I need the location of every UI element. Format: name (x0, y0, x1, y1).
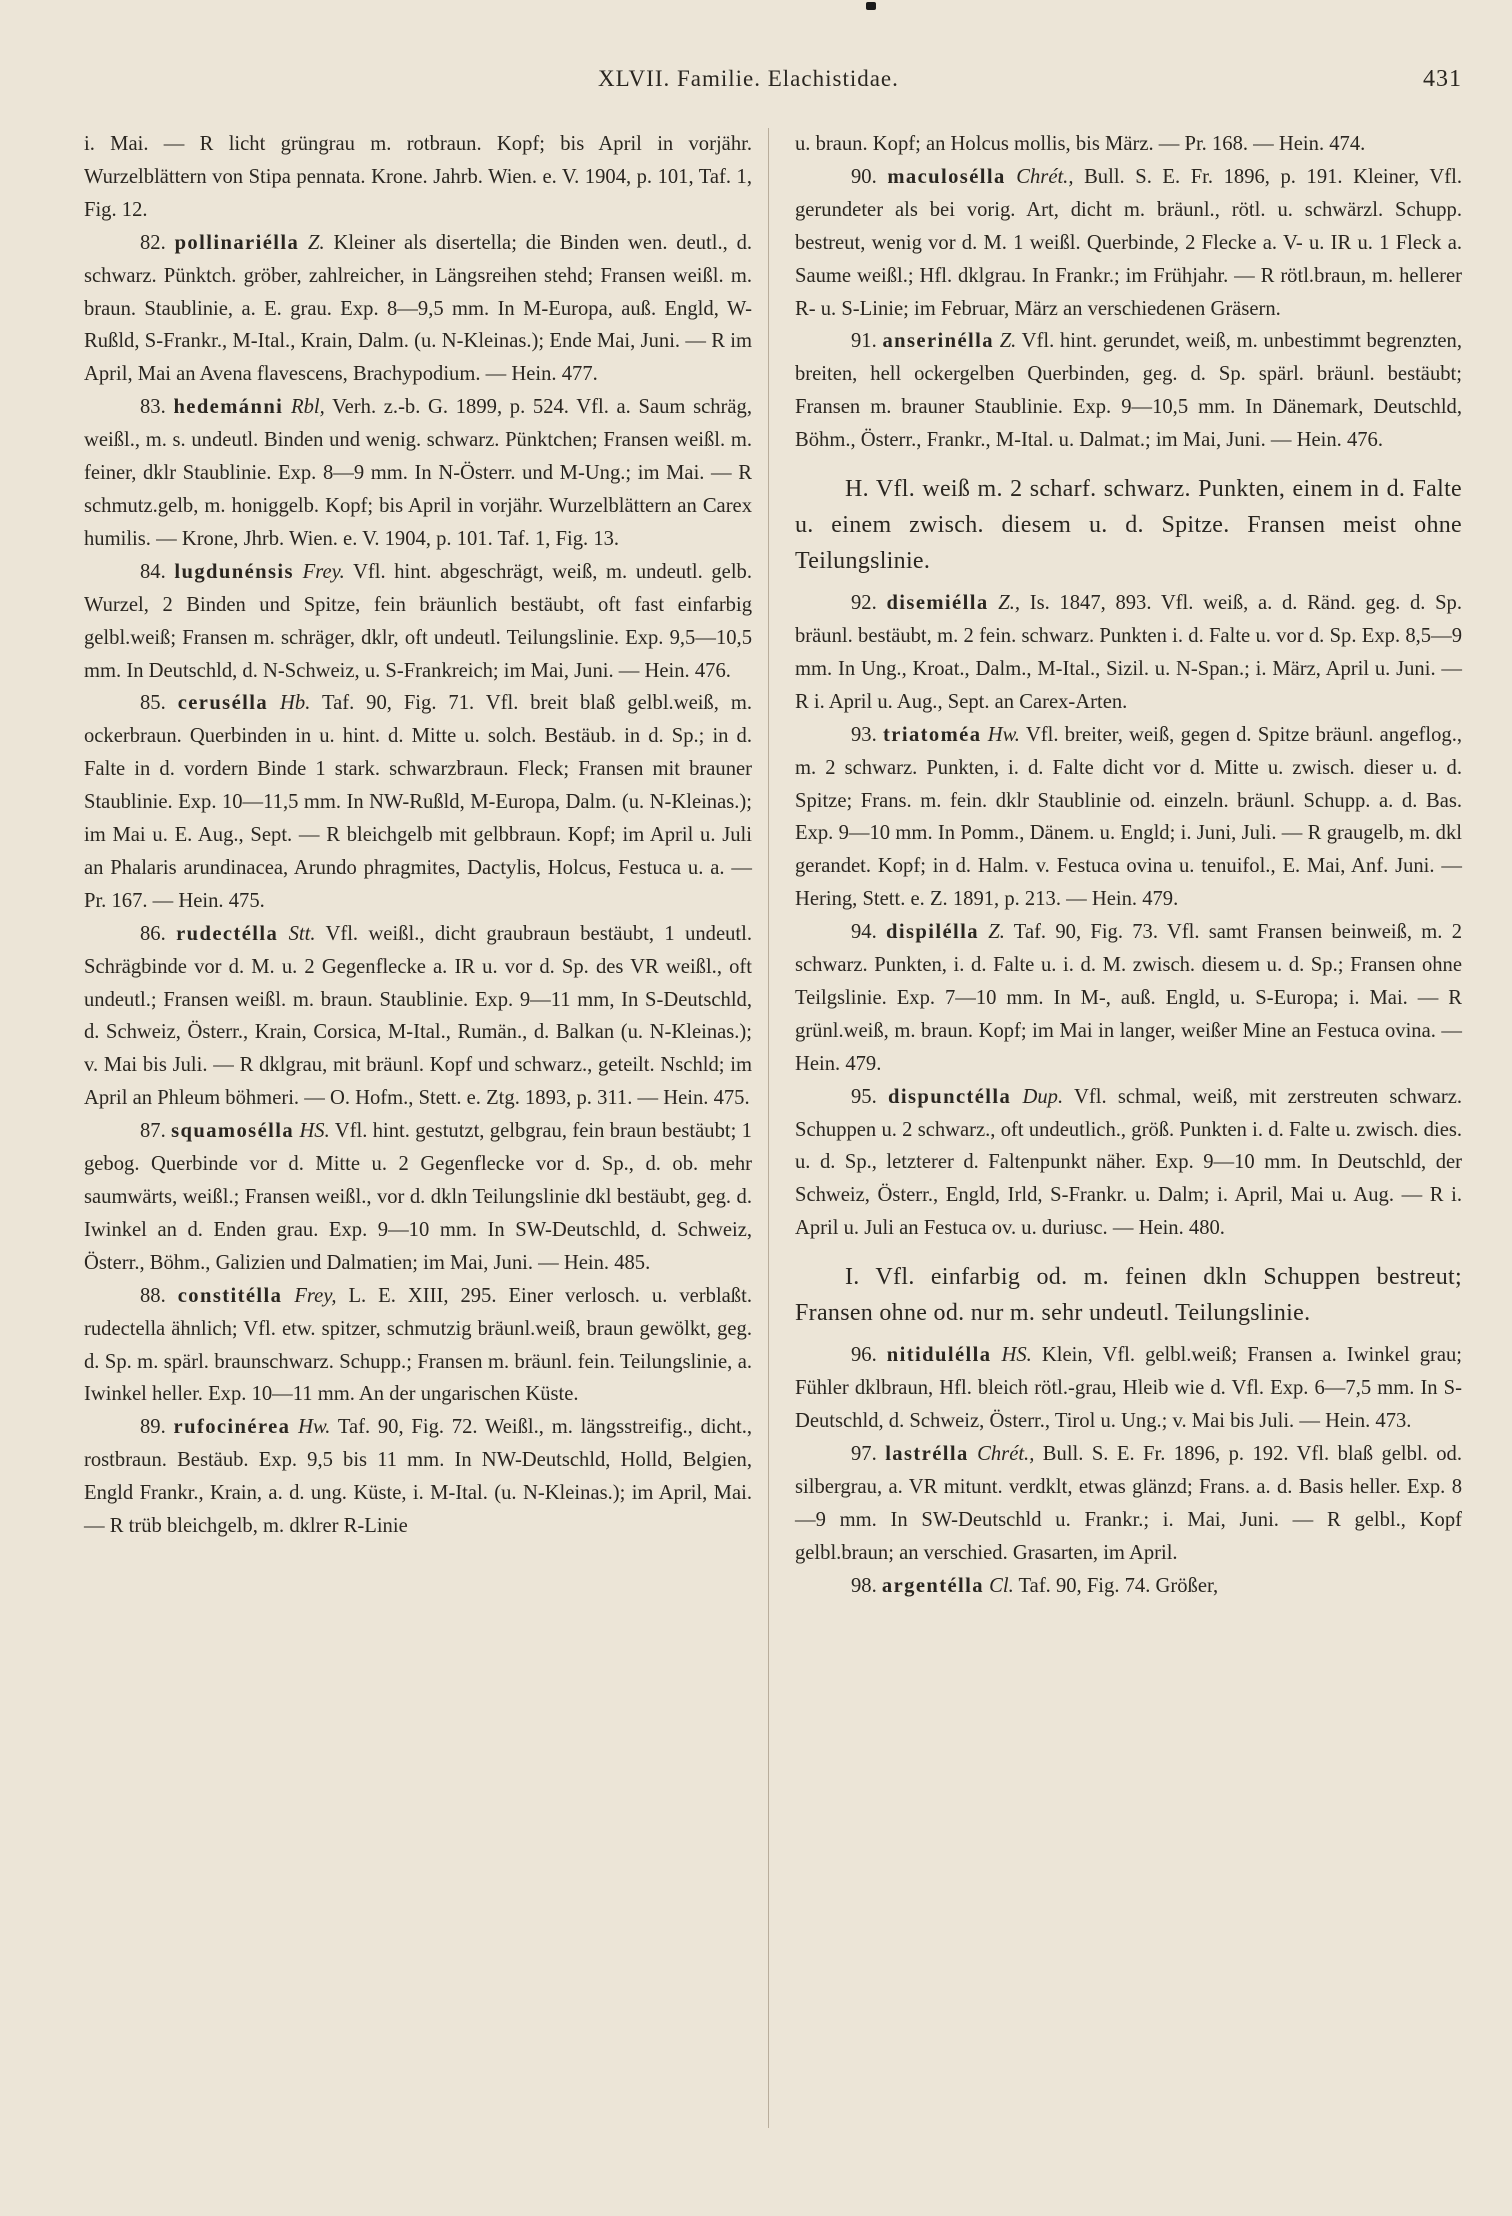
entry-92 (795, 587, 1462, 719)
right-column (795, 128, 1462, 1602)
species-name: squamosélla (171, 1120, 295, 1143)
species-name: dispilélla (886, 921, 979, 944)
entry-text: Verh. z.-b. G. 1899, p. 524. Vfl. a. Saum schräg, weißl., m. s. undeutl. Binden und wenig. schwarz. Pünktchen; Fransen weißl. m. feiner, dklr Staublinie. Exp. 8—9 mm. In N-Österr. und M-Ung.; im Mai. — R schmutz.gelb, m. honiggelb. Kopf; bis April in vorjähr. Wurzelblättern an Carex humilis. — Krone, Jhrb. Wien. e. V. 1904, p. 101. Taf. 1, Fig. 13. (84, 396, 752, 550)
entry-88 (84, 1280, 752, 1412)
species-name: anserinélla (882, 330, 994, 353)
entry-96 (795, 1339, 1462, 1438)
species-name: triatoméa (883, 723, 982, 746)
entry-98 (795, 1570, 1462, 1603)
entry-text: Vfl. hint. gestutzt, gelbgrau, fein braun bestäubt; 1 gebog. Querbinde vor d. Mitte u. 2 Gegenflecke vor d. Sp., d. ob. mehr saumwärts, weißl.; Fransen weißl., vor d. dkln Teilungslinie dkl bestäubt, geg. d. Iwinkel an d. Enden grau. Exp. 9—10 mm. In SW-Deutschld, d. Schweiz, Österr., Böhm., Galizien und Dalmatien; im Mai, Juni. — Hein. 485. (84, 1120, 752, 1274)
species-name: dispunctélla (888, 1085, 1012, 1108)
entry-number: 88. (140, 1284, 166, 1307)
author: Z. (999, 330, 1017, 353)
species-name: rudectélla (176, 922, 279, 945)
species-name: nitidulélla (886, 1344, 992, 1367)
entry-91 (795, 325, 1462, 457)
species-name: cerusélla (177, 692, 269, 715)
species-name: pollinariélla (174, 231, 300, 254)
entry-text: Bull. S. E. Fr. 1896, p. 191. Kleiner, Vfl. gerundeter als bei vorig. Art, dicht m. bräunl., rötl. u. schwärzl. Schupp. bestreut, wenig vor d. M. 1 weißl. Querbinde, 2 Flecke a. V- u. IR u. 1 Fleck a. Saume weißl.; Hfl. dklgrau. In Frankr.; im Frühjahr. — R rötl.braun, m. hellerer R- u. S-Linie; im Februar, März an verschiedenen Gräsern. (795, 165, 1463, 320)
entry-text: Taf. 90, Fig. 72. Weißl., m. längsstreifig., dicht., rostbraun. Bestäub. Exp. 9,5 bis 11 mm. In NW-Deutschld, Holld, Belgien, Engld Frankr., Krain, a. d. ung. Küste, i. M-Ital. (u. N-Kleinas.); im April, Mai. — R trüb bleichgelb, m. dklrer R-Linie (84, 1416, 753, 1538)
entry-89-continuation: u. braun. Kopf; an Holcus mollis, bis März. — Pr. 168. — Hein. 474. (795, 133, 1366, 155)
entry-81-continuation: i. Mai. — R licht grüngrau m. rotbraun. Kopf; bis April in vorjähr. Wurzelblättern von Stipa pennata. Krone. Jahrb. Wien. e. V. 1904, p. 101, Taf. 1, Fig. 12. (84, 133, 752, 221)
species-name: lastrélla (885, 1442, 969, 1465)
author: Dup. (1022, 1085, 1064, 1108)
entry-number: 98. (851, 1574, 877, 1597)
author: HS. (1001, 1344, 1032, 1367)
entry-text: Vfl. hint. gerundet, weiß, m. unbestimmt begrenzten, breiten, hell ockergelben Querbinden, geg. d. Sp. spärl. bräunl. bestäubt; Fransen m. brauner Staublinie. Exp. 9—10,5 mm. In Dänemark, Deutschld, Böhm., Österr., Frankr., M-Ital. u. Dalmat.; im Mai, Juni. — Hein. 476. (795, 330, 1462, 452)
entry-number: 92. (851, 592, 877, 615)
species-name: hedemánni (173, 396, 284, 419)
entry-number: 96. (851, 1344, 877, 1367)
entry-number: 93. (851, 723, 877, 746)
author: Chrét., (1016, 165, 1074, 188)
species-name: constitélla (177, 1284, 283, 1307)
author: Stt. (288, 922, 316, 945)
entry-90 (795, 161, 1462, 326)
entry-text: Klein, Vfl. gelbl.weiß; Fransen a. Iwinkel grau; Fühler dklbraun, Hfl. bleich rötl.-grau, Hleib wie d. Vfl. Exp. 6—7,5 mm. In S-Deutschld, d. Schweiz, Österr., Tirol u. Ung.; v. Mai bis Juli. — Hein. 473. (795, 1344, 1463, 1432)
entry-text: Vfl. breiter, weiß, gegen d. Spitze bräunl. angeflog., m. 2 schwarz. Punkten, i. d. Falte dicht vor d. Mitte u. zwisch. dieser u. d. Spitze; Frans. m. fein. dklr Staublinie od. einzeln. bräunl. Schupp. a. d. Bas. Exp. 9—10 mm. In Pomm., Dänem. u. Engld; i. Juni, Juli. — R graugelb, m. dkl gerandet. Kopf; in d. Halm. v. Festuca ovina u. tenuifol., E. Mai, Anf. Juni. — Hering, Stett. e. Z. 1891, p. 213. — Hein. 479. (795, 723, 1462, 911)
entry-number: 82. (140, 231, 166, 254)
author: Z. (988, 921, 1005, 944)
entry-text: Taf. 90, Fig. 71. Vfl. breit blaß gelbl.weiß, m. ockerbraun. Querbinden in u. hint. d. Mitte u. solch. Bestäub. in d. Sp.; in d. Falte in d. vordern Binde 1 stark. schwarzbraun. Fleck; Fransen mit brauner Staublinie. Exp. 10—11,5 mm. In NW-Rußld, M-Europa, Dalm. (u. N-Kleinas.); im Mai u. E. Aug., Sept. — R bleichgelb mit gelbbraun. Kopf; im April u. Juli an Phalaris arundinacea, Arundo phragmites, Dactylis, Holcus, Festuca u. a. — Pr. 167. — Hein. 475. (84, 692, 752, 912)
author: Z., (998, 592, 1021, 615)
entry-text: Vfl. hint. abgeschrägt, weiß, m. undeutl. gelb. Wurzel, 2 Binden und Spitze, fein bräunlich bestäubt, oft fast einfarbig gelbl.weiß; Fransen m. schräger, dklr, oft undeutl. Teilungslinie. Exp. 9,5—10,5 mm. In Deutschld, d. N-Schweiz, u. S-Frankreich; im Mai, Juni. — Hein. 476. (84, 560, 752, 682)
entry-number: 87. (140, 1120, 166, 1143)
author: Hw. (298, 1416, 331, 1439)
entry-number: 89. (140, 1416, 166, 1439)
left-column (84, 128, 752, 1543)
entry-83 (84, 391, 752, 556)
species-name: maculosélla (887, 165, 1006, 188)
print-mark (866, 2, 876, 10)
species-name: rufocinérea (173, 1416, 291, 1439)
page-number: 431 (1423, 66, 1462, 92)
author: Cl. (989, 1574, 1014, 1597)
entry-text: Taf. 90, Fig. 73. Vfl. samt Fransen beinweiß, m. 2 schwarz. Punkten, i. d. Falte u. i. d. M. zwisch. diesem u. d. Sp.; Fransen ohne Teilgslinie. Exp. 7—10 mm. In M-, auß. Engld, u. S-Europa; i. Mai. — R grünl.weiß, m. braun. Kopf; im Mai in langer, weißer Mine an Festuca ovina. — Hein. 479. (795, 921, 1463, 1075)
author: Z. (308, 231, 325, 254)
author: Rbl, (291, 396, 325, 419)
entry-85 (84, 687, 752, 917)
author: HS. (299, 1120, 330, 1143)
entry-89 (84, 1411, 752, 1543)
entry-97 (795, 1438, 1462, 1570)
author: Hb. (280, 692, 311, 715)
entry-93 (795, 719, 1462, 916)
entry-number: 95. (851, 1085, 877, 1108)
species-name: argentélla (881, 1574, 984, 1597)
entry-95 (795, 1081, 1462, 1246)
entry-87 (84, 1115, 752, 1280)
entry-text: L. E. XIII, 295. Einer verlosch. u. verblaßt. rudectella ähnlich; Vfl. etw. spitzer, schmutzig bräunl.weiß, braun gewölkt, geg. d. Sp. m. spärl. braunschwarz. Schupp.; Fransen m. bräunl. fein. Teilungslinie, a. Iwinkel heller. Exp. 10—11 mm. An der ungarischen Küste. (84, 1284, 752, 1406)
species-name: lugdunénsis (174, 560, 294, 583)
entry-number: 85. (140, 692, 166, 715)
running-head: XLVII. Familie. Elachistidae. (598, 66, 899, 91)
column-divider (768, 128, 769, 2128)
entry-text: Is. 1847, 893. Vfl. weiß, a. d. Ränd. geg. d. Sp. bräunl. bestäubt, m. 2 fein. schwarz. Punkten i. d. Falte u. vor d. Sp. Exp. 8,5—9 mm. In Ung., Kroat., Dalm., M-Ital., Sizil. u. N-Span.; i. März, April u. Juni. — R i. April u. Aug., Sept. an Carex-Arten. (795, 592, 1463, 713)
author: Frey. (302, 560, 345, 583)
author: Hw. (987, 723, 1020, 746)
author: Chrét., (977, 1442, 1035, 1465)
entry-text: Taf. 90, Fig. 74. Größer, (1018, 1574, 1219, 1597)
entry-text: Vfl. weißl., dicht graubraun bestäubt, 1 undeutl. Schrägbinde vor d. M. u. 2 Gegenflecke a. IR u. vor d. Sp. des VR weißl., oft undeutl.; Fransen weißl. m. braun. Staublinie. Exp. 9—11 mm, In S-Deutschld, d. Schweiz, Österr., Krain, Corsica, M-Ital., Rumän., d. Balkan (u. N-Kleinas.); v. Mai bis Juli. — R dklgrau, mit bräunl. Kopf und schwarz., geteilt. Nschld; im April an Phleum böhmeri. — O. Hofm., Stett. e. Ztg. 1893, p. 311. — Hein. 475. (84, 922, 752, 1110)
entry-text: Kleiner als disertella; die Binden wen. deutl., d. schwarz. Pünktch. gröber, zahlreicher, in Längsreihen stehd; Fransen weißl. m. braun. Staublinie, a. E. grau. Exp. 8—9,5 mm. In M-Europa, auß. Engld, W-Rußld, S-Frankr., M-Ital., Krain, Dalm. (u. N-Kleinas.); Ende Mai, Juni. — R im April, Mai an Avena flavescens, Brachypodium. — Hein. 477. (84, 231, 753, 386)
entry-94 (795, 916, 1462, 1081)
entry-number: 84. (140, 560, 166, 583)
entry-number: 94. (851, 921, 877, 944)
entry-number: 91. (851, 330, 877, 353)
key-heading-H: H. Vfl. weiß m. 2 scharf. schwarz. Punkten, einem in d. Falte u. einem zwisch. diesem u. d. Spitze. Fransen meist ohne Teilungslinie. (795, 476, 1462, 575)
entry-number: 90. (851, 165, 877, 188)
entry-text: Vfl. schmal, weiß, mit zerstreuten schwarz. Schuppen u. 2 schwarz., oft undeutlich., größ. Punkten i. d. Falte u. zwisch. dies. u. d. Sp., letzterer d. Faltenpunkt näher. Exp. 9—10 mm. In Deutschld, der Schweiz, Österr., Engld, Irld, S-Frankr. u. Dalm; i. April, Mai u. Aug. — R i. April u. Juli an Festuca ov. u. duriusc. — Hein. 480. (795, 1085, 1462, 1240)
entry-number: 97. (851, 1442, 877, 1465)
species-name: disemiélla (886, 592, 989, 615)
page-header (80, 66, 1462, 106)
entry-82 (84, 227, 752, 392)
entry-number: 86. (140, 922, 166, 945)
entry-text: Bull. S. E. Fr. 1896, p. 192. Vfl. blaß gelbl. od. silbergrau, a. VR mitunt. verdklt, etwas glänzd; Frans. a. d. Basis heller. Exp. 8—9 mm. In SW-Deutschld u. Frankr.; i. Mai, Juni. — R gelbl., Kopf gelbl.braun; an verschied. Grasarten, im April. (795, 1442, 1462, 1564)
author: Frey, (294, 1284, 337, 1307)
key-heading-I: I. Vfl. einfarbig od. m. feinen dkln Schuppen bestreut; Fransen ohne od. nur m. sehr undeutl. Teilungslinie. (795, 1264, 1462, 1327)
entry-number: 83. (140, 396, 166, 419)
entry-86 (84, 918, 752, 1115)
entry-84 (84, 556, 752, 688)
